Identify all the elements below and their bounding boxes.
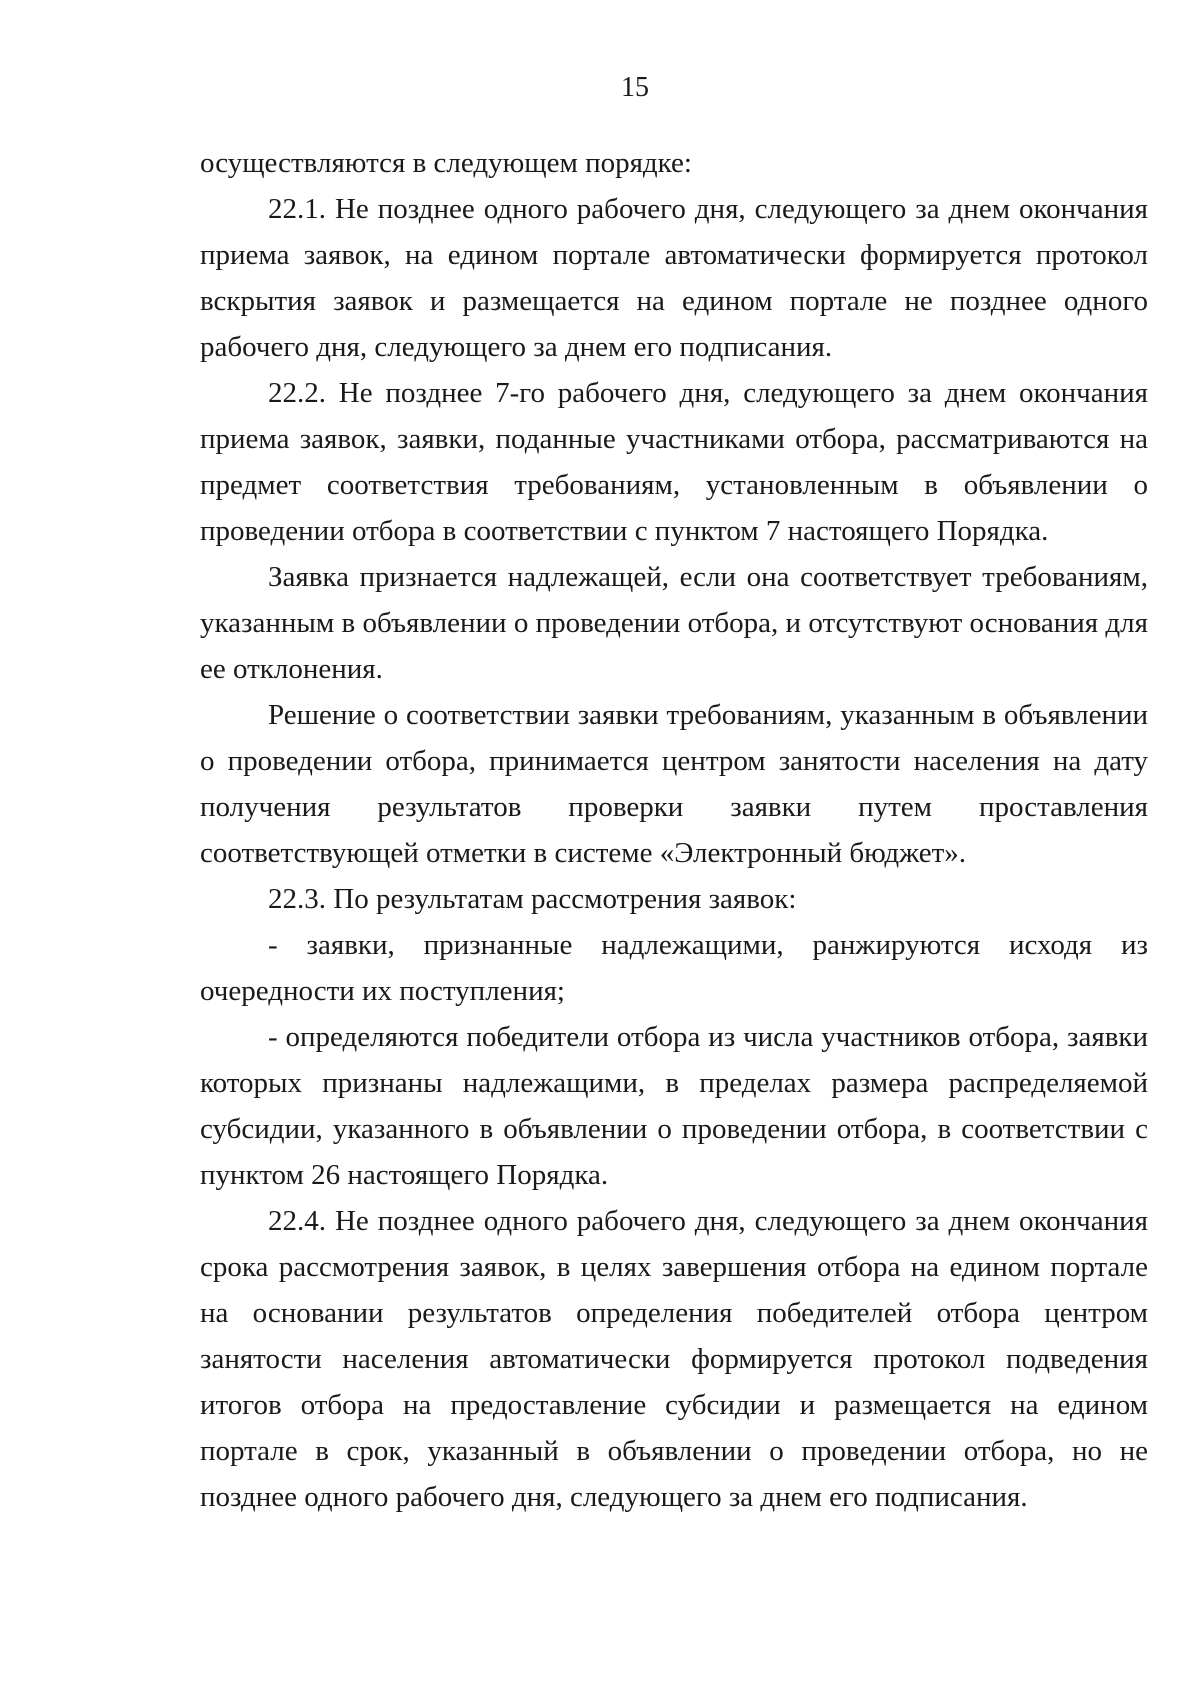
- paragraph-22-4: 22.4. Не позднее одного рабочего дня, следующего за днем окончания срока рассмотрения заявок, в целях завершения отбора на едином портале на основании результатов определения победителей отбора центром занятости населения автоматически формируется протокол подведения итогов отбора на предоставление субсидии и размещается на едином портале в срок, указанный в объявлении о проведении отбора, но не позднее одного рабочего дня, следующего за днем его подписания.: [200, 1205, 1148, 1513]
- paragraph-application-proper: Заявка признается надлежащей, если она соответствует требованиям, указанным в объявлении о проведении отбора, и отсутствуют основания для ее отклонения.: [200, 561, 1148, 685]
- paragraph-22-1: 22.1. Не позднее одного рабочего дня, следующего за днем окончания приема заявок, на едином портале автоматически формируется протокол вскрытия заявок и размещается на едином портале не позднее одного рабочего дня, следующего за днем его подписания.: [200, 193, 1148, 363]
- paragraph-22-3: 22.3. По результатам рассмотрения заявок:: [268, 883, 797, 915]
- paragraph-continuation: осуществляются в следующем порядке:: [200, 147, 692, 179]
- page-number: 15: [621, 72, 649, 103]
- document-body: [200, 140, 1148, 1520]
- paragraph-decision: Решение о соответствии заявки требованиям, указанным в объявлении о проведении отбора, принимается центром занятости населения на дату получения результатов проверки заявки путем проставления соответствующей отметки в системе «Электронный бюджет».: [200, 699, 1148, 869]
- paragraph-22-2: 22.2. Не позднее 7-го рабочего дня, следующего за днем окончания приема заявок, заявки, поданные участниками отбора, рассматриваются на предмет соответствия требованиям, установленным в объявлении о проведении отбора в соответствии с пунктом 7 настоящего Порядка.: [200, 377, 1148, 547]
- list-item-ranking: - заявки, признанные надлежащими, ранжируются исходя из очередности их поступления;: [200, 929, 1148, 1007]
- list-item-winners: - определяются победители отбора из числа участников отбора, заявки которых признаны надлежащими, в пределах размера распределяемой субсидии, указанного в объявлении о проведении отбора, в соответствии с пунктом 26 настоящего Порядка.: [200, 1021, 1148, 1191]
